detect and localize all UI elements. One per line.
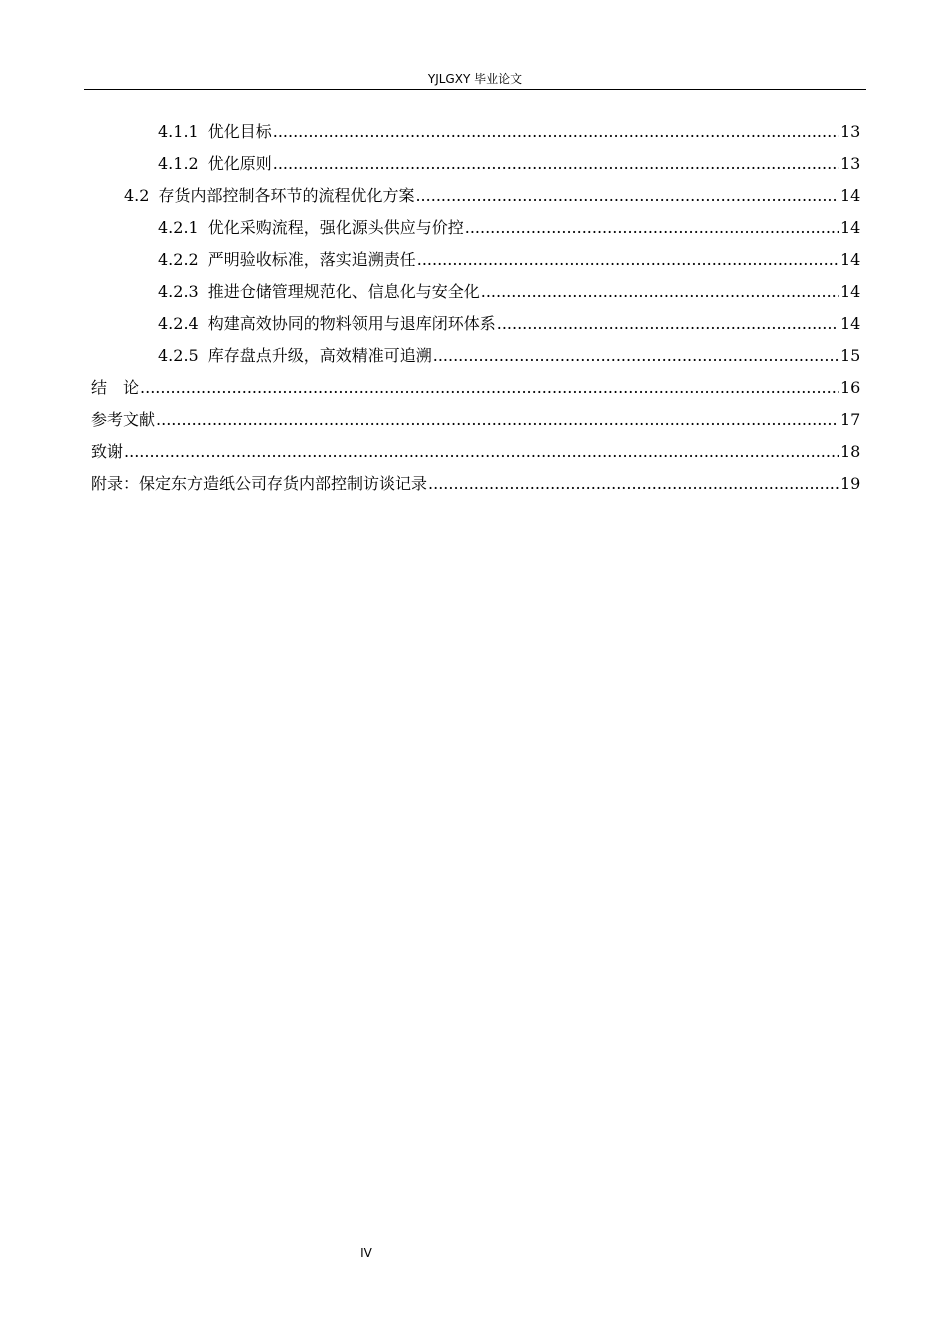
toc-entry-4-2-4[interactable] bbox=[91, 308, 860, 340]
toc-entry-number: 4.2.5 bbox=[158, 346, 199, 365]
header-divider bbox=[84, 89, 866, 90]
toc-entry-number: 4.2.1 bbox=[158, 218, 199, 237]
toc-entry-4-2-2[interactable] bbox=[91, 244, 860, 276]
toc-entry-page: 15 bbox=[840, 346, 861, 365]
toc-leader-dots bbox=[428, 468, 839, 500]
toc-leader-dots bbox=[433, 340, 839, 372]
header-title: YJLGXY 毕业论文 bbox=[427, 72, 523, 86]
toc-entry-title: 推进仓储管理规范化、信息化与安全化 bbox=[207, 282, 480, 301]
toc-leader-dots bbox=[273, 148, 839, 180]
toc-entry-title: 库存盘点升级，高效精准可追溯 bbox=[207, 346, 432, 365]
toc-entry-title: 严明验收标准，落实追溯责任 bbox=[207, 250, 416, 269]
toc-entry-4-2[interactable] bbox=[91, 180, 860, 212]
toc-entry-acknowledgements[interactable] bbox=[91, 436, 860, 468]
toc-entry-page: 13 bbox=[840, 122, 861, 141]
toc-entry-page: 13 bbox=[840, 154, 861, 173]
toc-entry-number: 4.2.3 bbox=[158, 282, 199, 301]
toc-entry-number: 4.2 bbox=[124, 186, 150, 205]
toc-entry-4-1-1[interactable] bbox=[91, 116, 860, 148]
toc-entry-references[interactable] bbox=[91, 404, 860, 436]
table-of-contents bbox=[91, 116, 860, 500]
toc-entry-number: 4.1.2 bbox=[158, 154, 199, 173]
toc-entry-number: 4.2.4 bbox=[158, 314, 199, 333]
toc-entry-page: 17 bbox=[840, 410, 861, 429]
toc-leader-dots bbox=[415, 180, 839, 212]
toc-entry-title: 构建高效协同的物料领用与退库闭环体系 bbox=[207, 314, 496, 333]
toc-entry-title: 致谢 bbox=[91, 442, 124, 461]
page-footer bbox=[0, 1246, 950, 1260]
toc-entry-conclusion[interactable] bbox=[91, 372, 860, 404]
toc-entry-title: 参考文献 bbox=[91, 410, 156, 429]
toc-entry-title: 优化采购流程，强化源头供应与价控 bbox=[207, 218, 464, 237]
toc-entry-page: 19 bbox=[840, 474, 861, 493]
toc-entry-number: 4.1.1 bbox=[158, 122, 199, 141]
toc-leader-dots bbox=[156, 404, 839, 436]
toc-leader-dots bbox=[481, 276, 839, 308]
toc-leader-dots bbox=[497, 308, 839, 340]
toc-leader-dots bbox=[273, 116, 839, 148]
toc-entry-page: 14 bbox=[840, 314, 861, 333]
toc-entry-4-2-3[interactable] bbox=[91, 276, 860, 308]
toc-entry-page: 14 bbox=[840, 218, 861, 237]
toc-entry-appendix[interactable] bbox=[91, 468, 860, 500]
toc-leader-dots bbox=[140, 372, 839, 404]
toc-leader-dots bbox=[465, 212, 839, 244]
toc-leader-dots bbox=[124, 436, 839, 468]
toc-entry-4-2-5[interactable] bbox=[91, 340, 860, 372]
page-header bbox=[84, 70, 866, 90]
toc-entry-title: 优化目标 bbox=[207, 122, 272, 141]
toc-entry-title: 优化原则 bbox=[207, 154, 272, 173]
toc-entry-title: 结 论 bbox=[91, 378, 140, 397]
toc-entry-4-2-1[interactable] bbox=[91, 212, 860, 244]
toc-entry-page: 14 bbox=[840, 186, 861, 205]
toc-leader-dots bbox=[417, 244, 839, 276]
page-number: IV bbox=[360, 1246, 372, 1260]
toc-entry-page: 14 bbox=[840, 250, 861, 269]
toc-entry-number: 4.2.2 bbox=[158, 250, 199, 269]
toc-entry-title: 附录：保定东方造纸公司存货内部控制访谈记录 bbox=[91, 474, 428, 493]
toc-entry-page: 18 bbox=[840, 442, 861, 461]
toc-entry-title: 存货内部控制各环节的流程优化方案 bbox=[158, 186, 415, 205]
toc-entry-4-1-2[interactable] bbox=[91, 148, 860, 180]
toc-entry-page: 16 bbox=[840, 378, 861, 397]
toc-entry-page: 14 bbox=[840, 282, 861, 301]
